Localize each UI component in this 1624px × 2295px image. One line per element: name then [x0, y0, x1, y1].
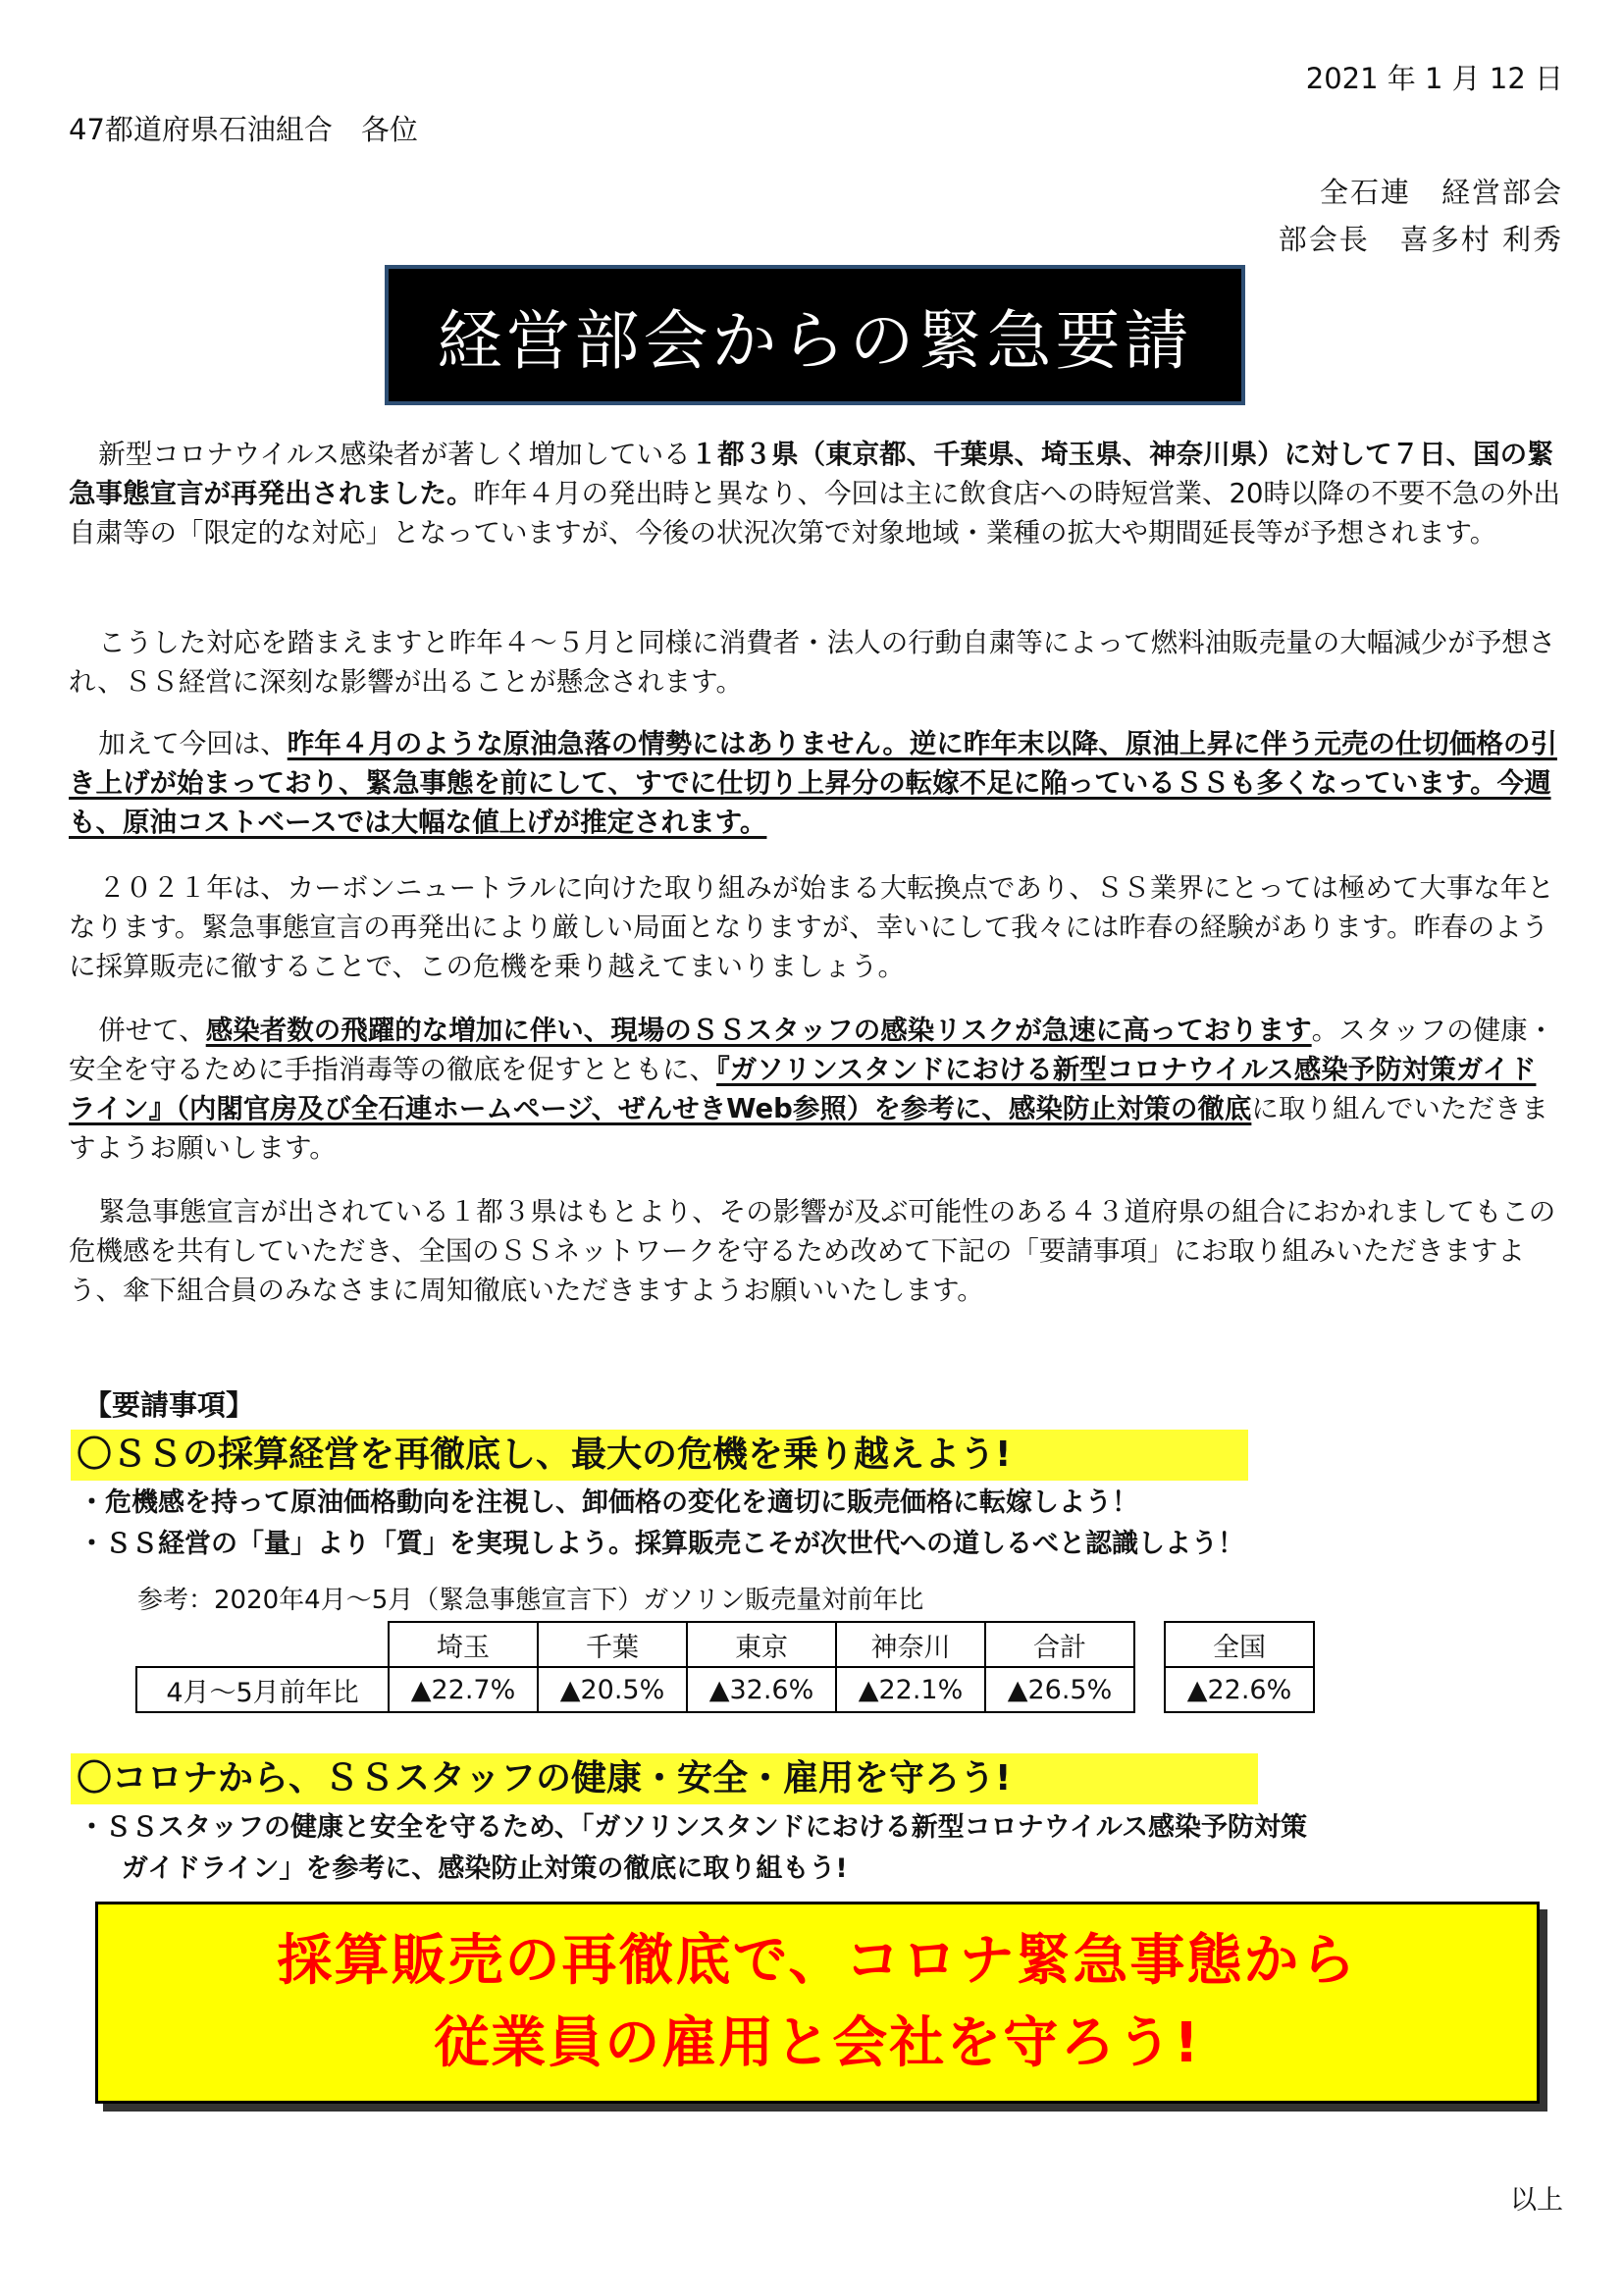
national-ratio-table	[1164, 1621, 1315, 1713]
notice-banner	[95, 1902, 1540, 2104]
table-cell: ▲22.1%	[836, 1667, 985, 1712]
table-cell: ▲22.7%	[389, 1667, 538, 1712]
table-corner-cell	[136, 1622, 389, 1667]
paragraph-2	[69, 623, 1560, 702]
request-2-heading: 〇コロナから、ＳＳスタッフの健康・安全・雇用を守ろう!	[71, 1753, 1258, 1804]
para3-text-a: 加えて今回は、	[98, 728, 288, 759]
para5-text-underlined-1: 感染者数の飛躍的な増加に伴い、現場のＳＳスタッフの感染リスクが急速に高っております	[205, 1015, 1312, 1046]
request-1-bullet-2: ・ＳＳ経営の「量」より「質」を実現しよう。採算販売こそが次世代への道しるべと認識しよう！	[79, 1529, 1244, 1559]
document-date: 2021 年 1 月 12 日	[1305, 62, 1563, 95]
title-box	[385, 265, 1245, 405]
para5-text-c: 。スタッフの健康・安全を守るために手指消毒等の徹底を促すとともに、	[69, 1015, 1555, 1085]
paragraph-5	[69, 1011, 1560, 1168]
para2-text: こうした対応を踏まえますと昨年４～５月と同様に消費者・法人の行動自粛等によって燃料油販売量の大幅減少が予想され、ＳＳ経営に深刻な影響が出ることが懸念されます。	[69, 627, 1556, 698]
national-header-cell: 全国	[1165, 1622, 1314, 1667]
request-2-bullet-line-1: ・ＳＳスタッフの健康と安全を守るため、「ガソリンスタンドにおける新型コロナウイルス感染予防対策	[79, 1812, 1307, 1843]
document-title: 経営部会からの緊急要請	[437, 303, 1193, 379]
para1-text-a: 新型コロナウイルス感染者が著しく増加している	[98, 439, 691, 470]
table-cell: ▲32.6%	[687, 1667, 836, 1712]
notice-line-1: 採算販売の再徹底で、コロナ緊急事態から	[277, 1929, 1358, 1993]
para1-text-bold: １都３県（東京都、千葉県、埼玉県、神奈川県）に対して７日、国の緊急事態宣言が再発出されました。	[69, 439, 1554, 509]
request-2-bullet-line-2: ガイドライン」を参考に、感染防止対策の徹底に取り組もう!	[122, 1853, 848, 1884]
request-1-bullet-1: ・危機感を持って原油価格動向を注視し、卸価格の変化を適切に販売価格に転嫁しよう！	[79, 1487, 1138, 1518]
table-cell: ▲20.5%	[538, 1667, 687, 1712]
table-header-cell: 神奈川	[836, 1622, 985, 1667]
para3-text-underlined: 昨年４月のような原油急落の情勢にはありません。逆に昨年末以降、原油上昇に伴う元売の仕切価格の引き上げが始まっており、緊急事態を前にして、すでに仕切り上昇分の転嫁不足に陥っているＳＳも多くなっています。今週も、原油コストベースでは大幅な値上げが推定されます。	[69, 728, 1557, 838]
table-header-cell: 千葉	[538, 1622, 687, 1667]
paragraph-4	[69, 868, 1560, 986]
para1-text-c: 昨年４月の発出時と異なり、今回は主に飲食店への時短営業、20時以降の不要不急の外出自粛等の「限定的な対応」となっていますが、今後の状況次第で対象地域・業種の拡大や期間延長等が予想されます。	[69, 478, 1560, 548]
table-row	[136, 1667, 1134, 1712]
para4-text: ２０２１年は、カーボンニュートラルに向けた取り組みが始まる大転換点であり、ＳＳ業界にとっては極めて大事な年となります。緊急事態宣言の再発出により厳しい局面となりますが、幸いにして我々には昨春の経験があります。昨春のように採算販売に徹することで、この危機を乗り越えてまいりましょう。	[69, 872, 1554, 982]
sender-organization: 全石連 経営部会	[1319, 176, 1563, 209]
national-value-cell: ▲22.6%	[1165, 1667, 1314, 1712]
closing-mark: 以上	[1510, 2185, 1563, 2216]
reference-caption: 参考：2020年4月～5月（緊急事態宣言下）ガソリン販売量対前年比	[137, 1586, 924, 1615]
paragraph-6	[69, 1192, 1560, 1310]
sender-block	[1279, 169, 1563, 263]
paragraph-1	[69, 435, 1560, 552]
sales-ratio-table	[135, 1621, 1135, 1713]
table-header-row	[136, 1622, 1134, 1667]
para5-text-underlined-2: 『ガソリンスタンドにおける新型コロナウイルス感染予防対策ガイドライン』（内閣官房及び全石連ホームページ、ぜんせきWeb参照）を参考に、感染防止対策の徹底	[69, 1054, 1537, 1124]
table-row-label: 4月～5月前年比	[136, 1667, 389, 1712]
addressee: 47都道府県石油組合 各位	[69, 113, 418, 146]
table-header-cell: 東京	[687, 1622, 836, 1667]
sender-name: 部会長 喜多村 利秀	[1278, 223, 1563, 256]
para5-text-a: 併せて、	[98, 1015, 206, 1046]
table-cell: ▲26.5%	[985, 1667, 1134, 1712]
table-header-cell: 合計	[985, 1622, 1134, 1667]
paragraph-3	[69, 724, 1560, 842]
para5-text-e: に取り組んでいただきますようお願いします。	[69, 1093, 1548, 1164]
request-1-heading: 〇ＳＳの採算経営を再徹底し、最大の危機を乗り越えよう!	[71, 1430, 1248, 1481]
para6-text: 緊急事態宣言が出されている１都３県はもとより、その影響が及ぶ可能性のある４３道府県の組合におかれましてもこの危機感を共有していただき、全国のＳＳネットワークを守るため改めて下記の「要請事項」にお取り組みいただきますよう、傘下組合員のみなさまに周知徹底いただきますようお願いいたします。	[69, 1196, 1556, 1306]
requests-label: 【要請事項】	[83, 1388, 255, 1422]
notice-line-2: 従業員の雇用と会社を守ろう!	[434, 2011, 1201, 2075]
table-header-cell: 埼玉	[389, 1622, 538, 1667]
